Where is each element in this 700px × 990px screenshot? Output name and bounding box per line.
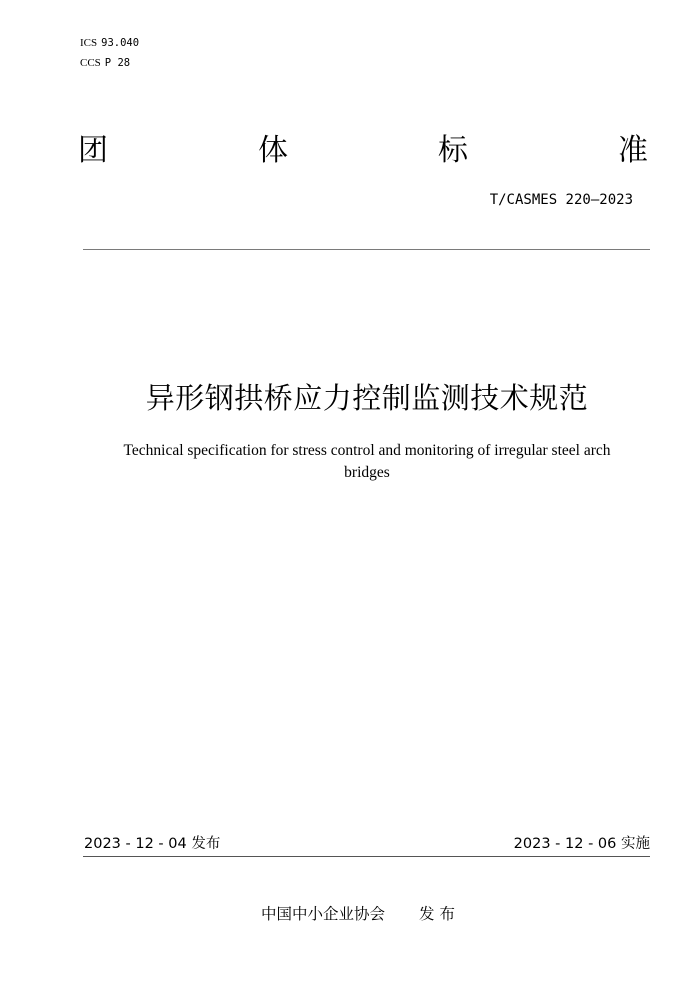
- publisher-line: [0, 903, 700, 925]
- document-title-english: Technical specification for stress control and monitoring of irregular steel arch bridges: [123, 442, 611, 481]
- ics-value: 93.040: [101, 37, 140, 49]
- publisher-action: 发 布: [419, 905, 455, 923]
- ics-label: ICS: [80, 37, 98, 49]
- heading-char: 准: [618, 133, 648, 168]
- ccs-line: [80, 53, 139, 73]
- heading-char: 标: [438, 133, 468, 168]
- heading-char: 体: [258, 133, 288, 168]
- top-divider: [83, 249, 650, 250]
- standard-number: T/CASMES 220—2023: [489, 192, 633, 208]
- document-title-chinese: 异形钢拱桥应力控制监测技术规范: [145, 381, 589, 415]
- ccs-value: P 28: [104, 57, 131, 69]
- publisher-name: 中国中小企业协会: [261, 905, 386, 923]
- implementation-date: 2023 - 12 - 06 实施: [513, 836, 650, 852]
- ccs-label: CCS: [80, 57, 101, 69]
- bottom-divider: [83, 856, 650, 857]
- classification-codes: [80, 33, 139, 73]
- standard-type-heading: [78, 131, 648, 171]
- heading-char: 团: [78, 133, 108, 168]
- ics-line: [80, 33, 139, 53]
- issue-date: 2023 - 12 - 04 发布: [84, 836, 221, 852]
